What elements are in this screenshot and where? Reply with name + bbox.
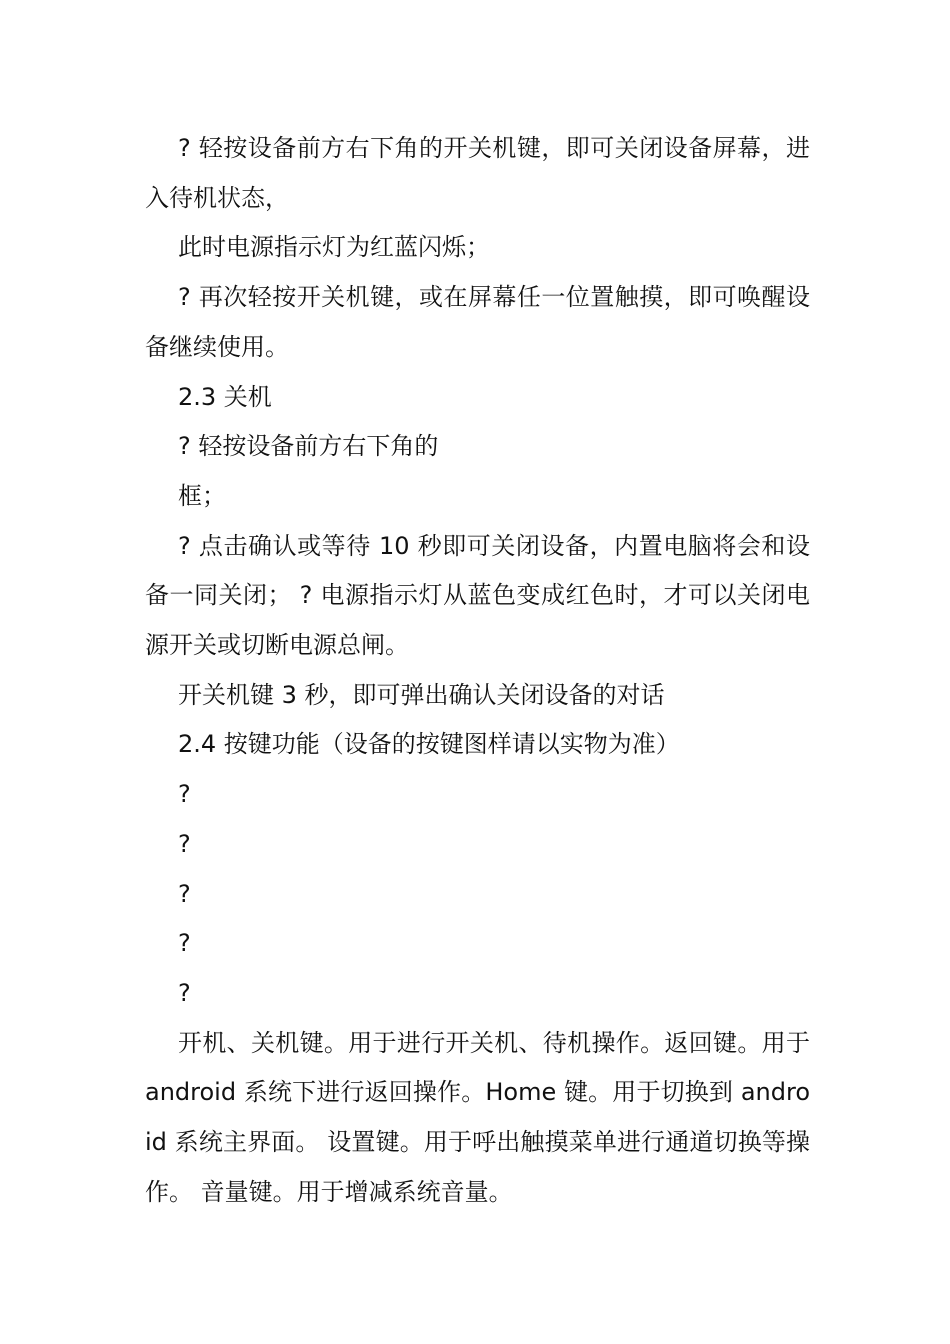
key-icon-placeholder: ? <box>178 929 191 958</box>
paragraph-hold-key: 开关机键 3 秒，即可弹出确认关闭设备的对话 <box>178 680 665 709</box>
paragraph-standby: ? 轻按设备前方右下角的开关机键，即可关闭设备屏幕，进入待机状态， <box>145 134 810 212</box>
paragraph-indicator-flash: 此时电源指示灯为红蓝闪烁； <box>178 233 490 262</box>
document-body <box>145 124 810 1217</box>
paragraph-dialog-box: 框； <box>178 481 226 510</box>
key-icon-placeholder: ? <box>178 780 191 809</box>
section-heading-shutdown: 2.3 关机 <box>178 382 272 411</box>
key-icon-placeholder: ? <box>178 879 191 908</box>
paragraph-key-descriptions: 开机、关机键。用于进行开关机、待机操作。返回键。用于 android 系统下进行返回操作。Home 键。用于切换到 android 系统主界面。 设置键。用于呼出触摸菜单进行通道切换等操作。 音量键。用于增减系统音量。 <box>145 1028 810 1206</box>
paragraph-shutdown-press: ? 轻按设备前方右下角的 <box>178 432 439 461</box>
paragraph-wake: ? 再次轻按开关机键，或在屏幕任一位置触摸，即可唤醒设备继续使用。 <box>145 283 810 361</box>
key-icon-placeholder: ? <box>178 829 191 858</box>
section-heading-key-functions: 2.4 按键功能（设备的按键图样请以实物为准） <box>178 730 680 759</box>
key-icon-placeholder: ? <box>178 978 191 1007</box>
paragraph-confirm-shutdown: ? 点击确认或等待 10 秒即可关闭设备，内置电脑将会和设备一同关闭； ? 电源指示灯从蓝色变成红色时，才可以关闭电源开关或切断电源总闸。 <box>145 531 810 660</box>
